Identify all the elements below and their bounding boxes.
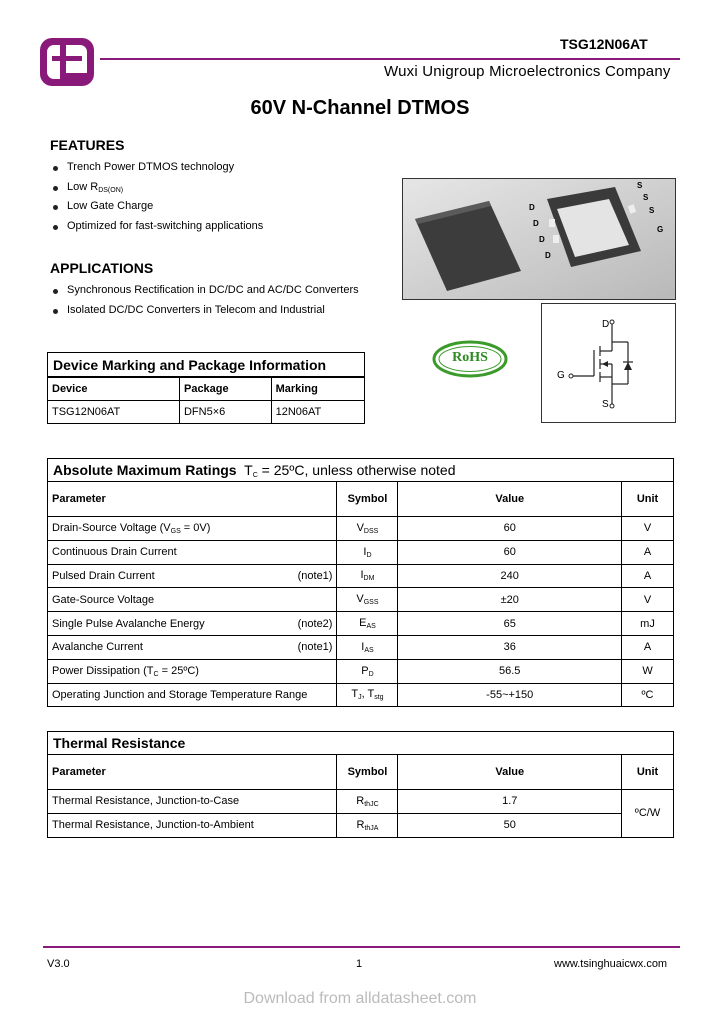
param-cell: Thermal Resistance, Junction-to-Case xyxy=(48,790,337,814)
marking-cell: 12N06AT xyxy=(271,401,364,424)
marking-table xyxy=(47,352,365,424)
page-number: 1 xyxy=(356,958,363,970)
version-label: V3.0 xyxy=(47,958,70,970)
gate-label: G xyxy=(557,370,565,381)
unit-cell: A xyxy=(622,635,674,659)
page-title: 60V N-Channel DTMOS xyxy=(250,97,470,119)
unit-cell: W xyxy=(622,659,674,683)
feature-item: Optimized for fast-switching applications xyxy=(50,217,263,237)
table-row xyxy=(48,813,674,837)
param-cell: Pulsed Drain Current (note1) xyxy=(48,564,337,588)
param-cell: Avalanche Current (note1) xyxy=(48,635,337,659)
symbol-cell: $V_{GSS}$ xyxy=(337,588,398,612)
pin-label: D xyxy=(529,203,535,212)
marking-header: Marking xyxy=(271,377,364,401)
marking-table-caption: Device Marking and Package Information xyxy=(48,353,365,378)
mosfet-schematic xyxy=(541,303,676,423)
symbol-cell: $R_{thJA}$ xyxy=(337,813,398,837)
param-cell: Operating Junction and Storage Temperature Range xyxy=(48,683,337,707)
table-row xyxy=(48,612,674,636)
param-cell: Thermal Resistance, Junction-to-Ambient xyxy=(48,813,337,837)
table-row xyxy=(48,564,674,588)
rohs-text: RoHS xyxy=(452,350,488,365)
package-photo xyxy=(402,178,676,300)
column-header: Symbol xyxy=(337,755,398,790)
application-item: Isolated DC/DC Converters in Telecom and Industrial xyxy=(50,301,359,321)
absolute-max-table xyxy=(47,458,674,707)
absolute-max-caption: Absolute Maximum Ratings $T_C$ = 25ºC, unless otherwise noted xyxy=(48,459,674,482)
value-cell: 50 xyxy=(398,813,622,837)
column-header: Unit xyxy=(622,482,674,517)
device-cell: TSG12N06AT xyxy=(48,401,180,424)
symbol-cell: $R_{thJC}$ xyxy=(337,790,398,814)
source-label: S xyxy=(602,399,609,410)
table-row xyxy=(48,517,674,541)
thermal-caption: Thermal Resistance xyxy=(48,732,674,755)
value-cell: 240 xyxy=(398,564,622,588)
watermark: Download from alldatasheet.com xyxy=(243,990,477,1007)
applications-list xyxy=(50,281,359,320)
symbol-cell: $E_{AS}$ xyxy=(337,612,398,636)
marking-header: Device xyxy=(48,377,180,401)
table-row xyxy=(48,635,674,659)
feature-item: Trench Power DTMOS technology xyxy=(50,158,263,178)
column-header: Value xyxy=(398,755,622,790)
unit-cell: V xyxy=(622,517,674,541)
unit-cell: V xyxy=(622,588,674,612)
pin-label: S xyxy=(643,193,649,202)
pin-label: G xyxy=(657,225,664,234)
part-number: TSG12N06AT xyxy=(560,36,648,52)
value-cell: 60 xyxy=(398,540,622,564)
param-cell: Drain-Source Voltage $(V_{GS} = 0V)$ xyxy=(48,517,337,541)
features-heading: FEATURES xyxy=(50,137,125,153)
unit-cell: ºC/W xyxy=(622,790,674,838)
unit-cell: A xyxy=(622,564,674,588)
value-cell: 56.5 xyxy=(398,659,622,683)
pin-label: D xyxy=(545,251,551,260)
value-cell: 65 xyxy=(398,612,622,636)
table-row xyxy=(48,401,365,424)
symbol-cell: $I_{DM}$ xyxy=(337,564,398,588)
value-cell: 1.7 xyxy=(398,790,622,814)
unit-cell: A xyxy=(622,540,674,564)
symbol-cell: $V_{DSS}$ xyxy=(337,517,398,541)
table-row xyxy=(48,683,674,707)
column-header: Parameter xyxy=(48,755,337,790)
param-cell: Single Pulse Avalanche Energy (note2) xyxy=(48,612,337,636)
param-cell: Continuous Drain Current xyxy=(48,540,337,564)
param-cell: Gate-Source Voltage xyxy=(48,588,337,612)
pin-label: D xyxy=(539,235,545,244)
symbol-cell: $I_D$ xyxy=(337,540,398,564)
symbol-cell: $T_J$, $T_{stg}$ xyxy=(337,683,398,707)
column-header: Parameter xyxy=(48,482,337,517)
table-row xyxy=(48,540,674,564)
value-cell: 60 xyxy=(398,517,622,541)
pin-label: S xyxy=(649,206,655,215)
application-item: Synchronous Rectification in DC/DC and AC/DC Converters xyxy=(50,281,359,301)
value-cell: -55~+150 xyxy=(398,683,622,707)
thermal-table xyxy=(47,731,674,838)
drain-label: D xyxy=(602,319,610,330)
feature-item: Low $R_{DS(ON)}$ xyxy=(50,178,263,198)
footer-rule xyxy=(43,946,680,948)
website-link[interactable]: www.tsinghuaicwx.com xyxy=(554,958,668,970)
table-row xyxy=(48,659,674,683)
marking-header: Package xyxy=(179,377,271,401)
rohs-badge xyxy=(432,340,508,378)
unit-cell: mJ xyxy=(622,612,674,636)
value-cell: 36 xyxy=(398,635,622,659)
pin-label: D xyxy=(533,219,539,228)
table-row xyxy=(48,790,674,814)
header-rule xyxy=(100,58,680,60)
column-header: Unit xyxy=(622,755,674,790)
unit-cell: ºC xyxy=(622,683,674,707)
value-cell: ±20 xyxy=(398,588,622,612)
param-cell: Power Dissipation ($T_C$ = 25ºC) xyxy=(48,659,337,683)
symbol-cell: $P_D$ xyxy=(337,659,398,683)
table-row xyxy=(48,588,674,612)
symbol-cell: $I_{AS}$ xyxy=(337,635,398,659)
applications-heading: APPLICATIONS xyxy=(50,260,154,276)
company-name: Wuxi Unigroup Microelectronics Company xyxy=(384,63,671,80)
feature-item: Low Gate Charge xyxy=(50,197,263,217)
features-list xyxy=(50,158,263,236)
column-header: Value xyxy=(398,482,622,517)
pin-label: S xyxy=(637,181,643,190)
package-cell: DFN5×6 xyxy=(179,401,271,424)
company-logo xyxy=(38,36,96,88)
column-header: Symbol xyxy=(337,482,398,517)
